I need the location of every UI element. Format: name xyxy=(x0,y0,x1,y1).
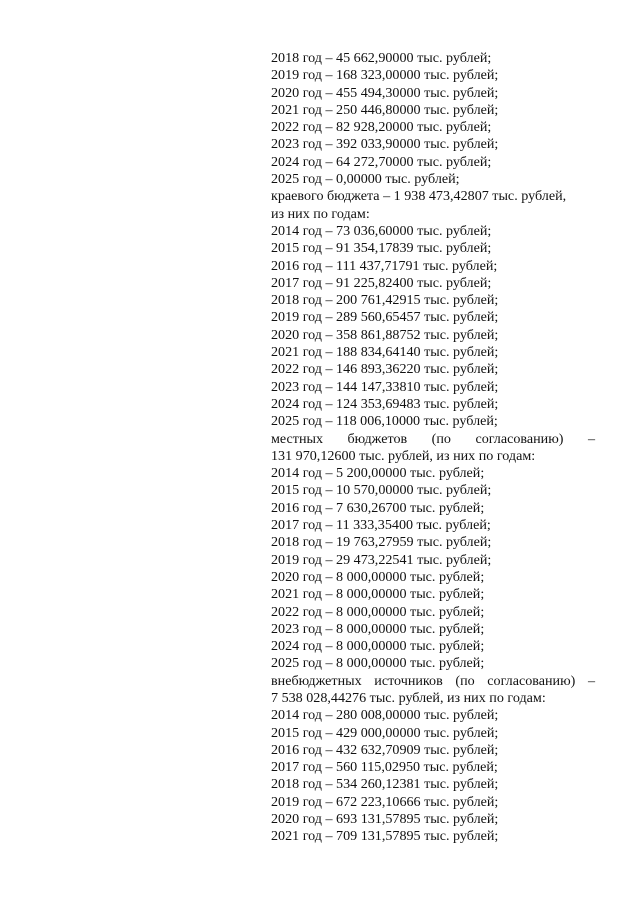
text-line: 2016 год – 111 437,71791 тыс. рублей; xyxy=(271,257,498,274)
extrabudgetary-sources-heading: внебюджетных источников (по согласованию) – xyxy=(271,672,595,689)
text-line: 2020 год – 358 861,88752 тыс. рублей; xyxy=(271,326,499,343)
text-line: 2014 год – 73 036,60000 тыс. рублей; xyxy=(271,222,492,239)
text-line: 2023 год – 8 000,00000 тыс. рублей; xyxy=(271,620,485,637)
text-line: 2020 год – 455 494,30000 тыс. рублей; xyxy=(271,84,499,101)
text-line: 2022 год – 82 928,20000 тыс. рублей; xyxy=(271,119,492,136)
text-line: 2022 год – 146 893,36220 тыс. рублей; xyxy=(271,361,499,378)
text-line: 131 970,12600 тыс. рублей, из них по годам: xyxy=(271,447,536,464)
text-line: 2017 год – 11 333,35400 тыс. рублей; xyxy=(271,517,491,534)
funding-text-block xyxy=(271,50,595,846)
text-line: 2015 год – 10 570,00000 тыс. рублей; xyxy=(271,482,492,499)
text-line: 2019 год – 672 223,10666 тыс. рублей; xyxy=(271,793,499,810)
text-line: 2020 год – 8 000,00000 тыс. рублей; xyxy=(271,568,485,585)
text-line: 2022 год – 8 000,00000 тыс. рублей; xyxy=(271,603,485,620)
text-line: 2024 год – 124 353,69483 тыс. рублей; xyxy=(271,395,499,412)
local-budgets-heading: местных бюджетов (по согласованию) – xyxy=(271,430,595,447)
text-line: 2021 год – 188 834,64140 тыс. рублей; xyxy=(271,344,499,361)
text-line: 2023 год – 392 033,90000 тыс. рублей; xyxy=(271,136,499,153)
text-line: 2018 год – 534 260,12381 тыс. рублей; xyxy=(271,776,499,793)
text-line: 2017 год – 560 115,02950 тыс. рублей; xyxy=(271,759,498,776)
text-line: 2018 год – 200 761,42915 тыс. рублей; xyxy=(271,292,499,309)
text-line: 2015 год – 91 354,17839 тыс. рублей; xyxy=(271,240,492,257)
text-line: 2025 год – 8 000,00000 тыс. рублей; xyxy=(271,655,485,672)
text-line: 2021 год – 709 131,57895 тыс. рублей; xyxy=(271,828,499,845)
text-line: 2015 год – 429 000,00000 тыс. рублей; xyxy=(271,724,499,741)
text-line: 2014 год – 5 200,00000 тыс. рублей; xyxy=(271,465,485,482)
text-line: 2023 год – 144 147,33810 тыс. рублей; xyxy=(271,378,499,395)
text-line: 2019 год – 168 323,00000 тыс. рублей; xyxy=(271,67,499,84)
text-line: 2021 год – 8 000,00000 тыс. рублей; xyxy=(271,586,485,603)
text-line: 2016 год – 7 630,26700 тыс. рублей; xyxy=(271,499,485,516)
text-line: 2021 год – 250 446,80000 тыс. рублей; xyxy=(271,101,499,118)
text-line: 2024 год – 64 272,70000 тыс. рублей; xyxy=(271,153,492,170)
text-line: 2016 год – 432 632,70909 тыс. рублей; xyxy=(271,741,499,758)
text-line: 2018 год – 45 662,90000 тыс. рублей; xyxy=(271,50,492,66)
text-line: 7 538 028,44276 тыс. рублей, из них по годам: xyxy=(271,689,546,706)
text-line: 2020 год – 693 131,57895 тыс. рублей; xyxy=(271,811,499,828)
text-line: 2018 год – 19 763,27959 тыс. рублей; xyxy=(271,534,492,551)
text-line: из них по годам: xyxy=(271,205,370,222)
text-line: 2019 год – 29 473,22541 тыс. рублей; xyxy=(271,551,492,568)
text-line: 2025 год – 118 006,10000 тыс. рублей; xyxy=(271,413,498,430)
regional-budget-heading: краевого бюджета – 1 938 473,42807 тыс. рублей, xyxy=(271,188,567,205)
text-line: 2014 год – 280 008,00000 тыс. рублей; xyxy=(271,707,499,724)
text-line: 2017 год – 91 225,82400 тыс. рублей; xyxy=(271,274,492,291)
text-line: 2025 год – 0,00000 тыс. рублей; xyxy=(271,171,460,188)
text-line: 2024 год – 8 000,00000 тыс. рублей; xyxy=(271,638,485,655)
text-line: 2019 год – 289 560,65457 тыс. рублей; xyxy=(271,309,499,326)
